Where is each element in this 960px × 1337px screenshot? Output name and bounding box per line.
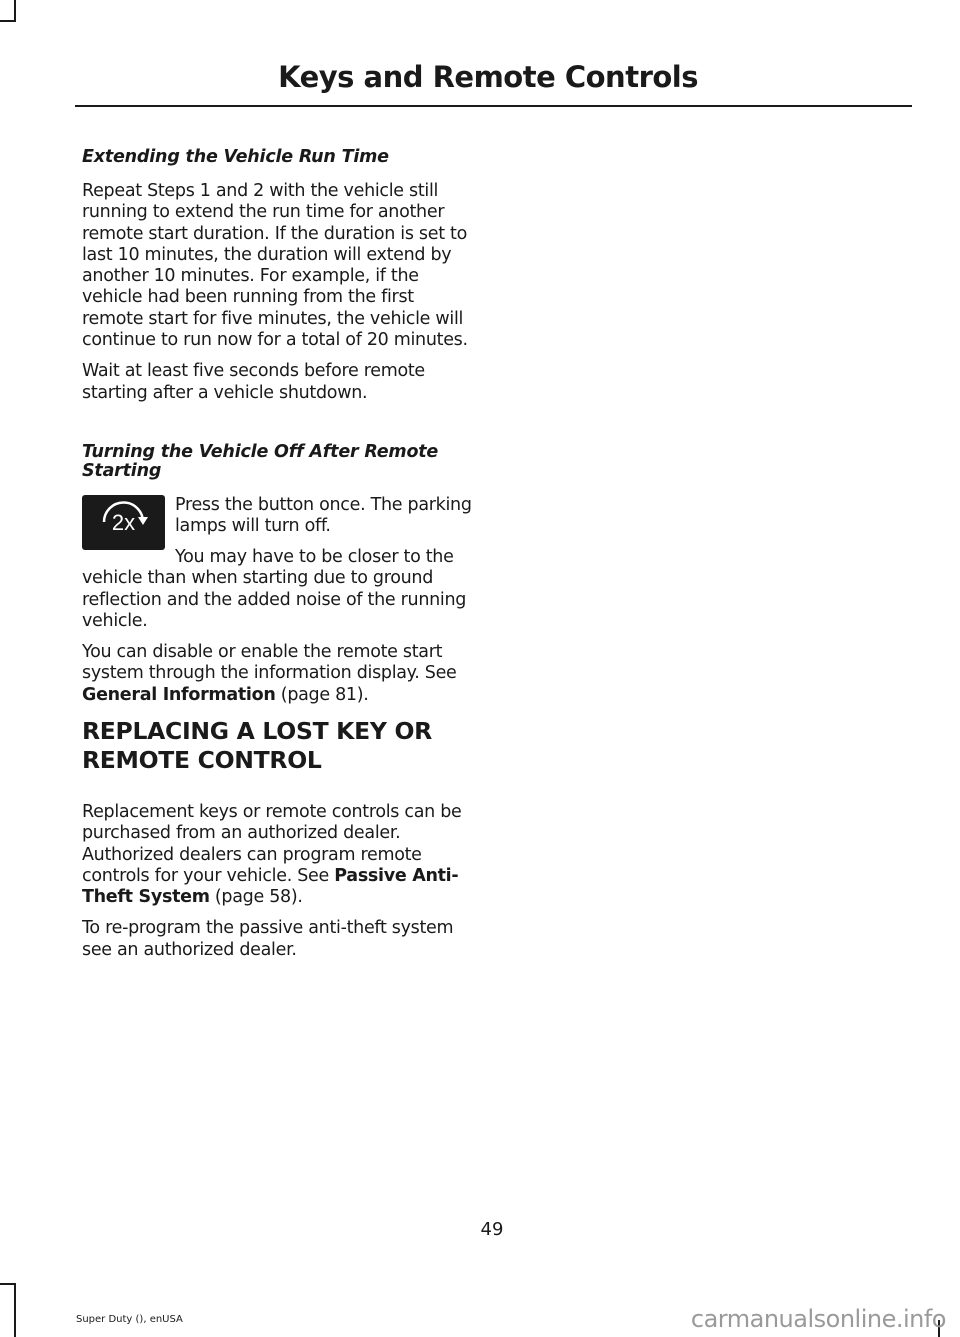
crop-mark-bottom-left — [14, 1283, 16, 1337]
closer-paragraph: You may have to be closer to the vehicle than when starting due to ground reflection and the added noise of the running vehicle. — [82, 547, 467, 631]
page-number: 49 — [480, 1219, 504, 1240]
turning-off-body — [82, 547, 476, 706]
reprogram-paragraph: To re-program the passive anti-theft system see an authorized dealer. — [82, 918, 454, 960]
replacing-section — [82, 717, 476, 961]
extending-paragraph: Repeat Steps 1 and 2 with the vehicle still running to extend the run time for another remote start duration. If the duration is set to last 10 minutes, the duration will extend by another 10 minutes. For example, if the vehicle had been running from the first remote start for five minutes, the vehicle will continue to run now for a total of 20 minutes. — [82, 181, 468, 351]
turning-off-heading: Turning the Vehicle Off After Remote Starting — [82, 442, 439, 481]
extending-heading: Extending the Vehicle Run Time — [82, 147, 389, 167]
extending-section — [82, 148, 476, 404]
crop-mark-top-left — [14, 0, 16, 20]
crop-mark-top-left — [0, 20, 16, 22]
header-divider — [75, 105, 912, 107]
replacing-heading-line1: REPLACING A LOST KEY OR — [82, 717, 432, 745]
wait-paragraph: Wait at least five seconds before remote starting after a vehicle shutdown. — [82, 361, 425, 403]
remote-start-2x-icon — [82, 495, 165, 550]
watermark: carmanualsonline.info — [690, 1305, 946, 1333]
footer-text: Super Duty (), enUSA — [76, 1314, 183, 1325]
page-header-title: Keys and Remote Controls — [278, 60, 698, 94]
replacing-heading-line2: REMOTE CONTROL — [82, 746, 322, 774]
press-button-paragraph: Press the button once. The parking lamps will turn off. — [175, 495, 472, 537]
turning-off-heading-block — [82, 443, 476, 481]
disable-enable-paragraph: You can disable or enable the remote start system through the information display. See General Information (page 81). — [82, 642, 457, 705]
general-information-link[interactable]: General Information — [82, 684, 276, 705]
replacement-paragraph: Replacement keys or remote controls can be purchased from an authorized dealer. Authorized dealers can program remote controls for your vehicle. See Passive Anti-Theft System (page 58). — [82, 802, 462, 908]
press-button-block — [175, 495, 476, 538]
passive-anti-theft-link[interactable]: Passive Anti-Theft System — [82, 865, 459, 908]
svg-text:2x: 2x — [111, 510, 136, 535]
